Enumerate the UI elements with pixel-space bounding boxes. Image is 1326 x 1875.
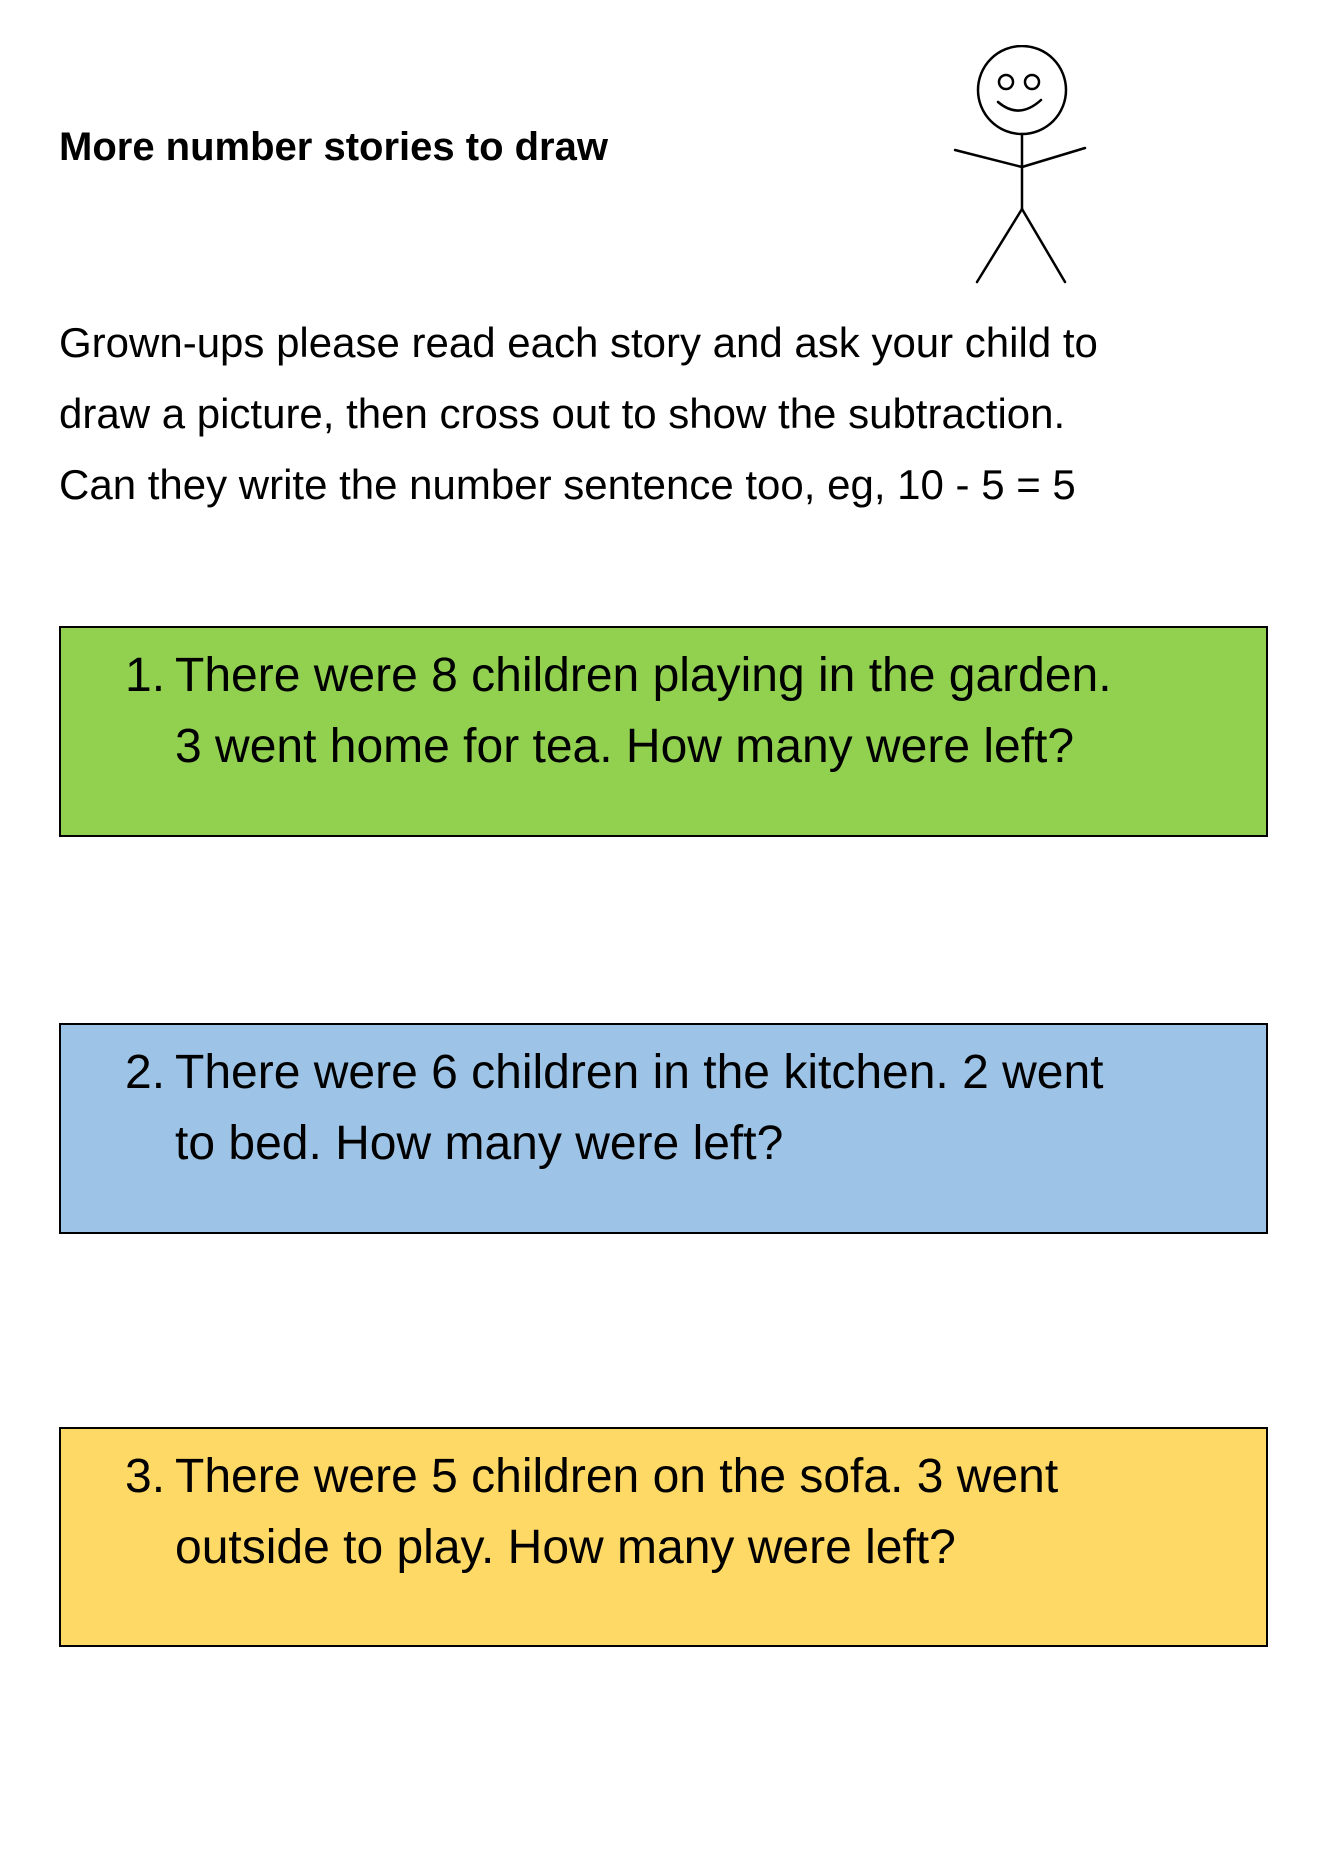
story-line: There were 6 children in the kitchen. 2 went	[175, 1046, 1104, 1099]
story-line: There were 5 children on the sofa. 3 went	[175, 1450, 1059, 1503]
story-item-2	[125, 1037, 1245, 1179]
stick-figure-icon	[945, 45, 1095, 290]
story-line: 3 went home for tea. How many were left?	[175, 720, 1075, 773]
story-text	[175, 1441, 1245, 1583]
story-text	[175, 640, 1245, 782]
story-line: to bed. How many were left?	[175, 1117, 784, 1170]
intro-line: Can they write the number sentence too, eg, 10 - 5 = 5	[59, 461, 1076, 508]
story-box-2	[59, 1023, 1268, 1234]
story-text	[175, 1037, 1245, 1179]
intro-line: Grown-ups please read each story and ask your child to	[59, 319, 1098, 366]
story-line: There were 8 children playing in the garden.	[175, 649, 1112, 702]
story-number: 3.	[125, 1450, 166, 1503]
story-number: 2.	[125, 1046, 166, 1099]
story-item-3	[125, 1441, 1245, 1583]
story-item-1	[125, 640, 1245, 782]
story-number: 1.	[125, 649, 166, 702]
intro-text	[59, 307, 1299, 520]
page-title: More number stories to draw	[59, 125, 608, 169]
story-box-3	[59, 1427, 1268, 1647]
story-box-1	[59, 626, 1268, 837]
story-line: outside to play. How many were left?	[175, 1521, 956, 1574]
intro-line: draw a picture, then cross out to show the subtraction.	[59, 390, 1066, 437]
